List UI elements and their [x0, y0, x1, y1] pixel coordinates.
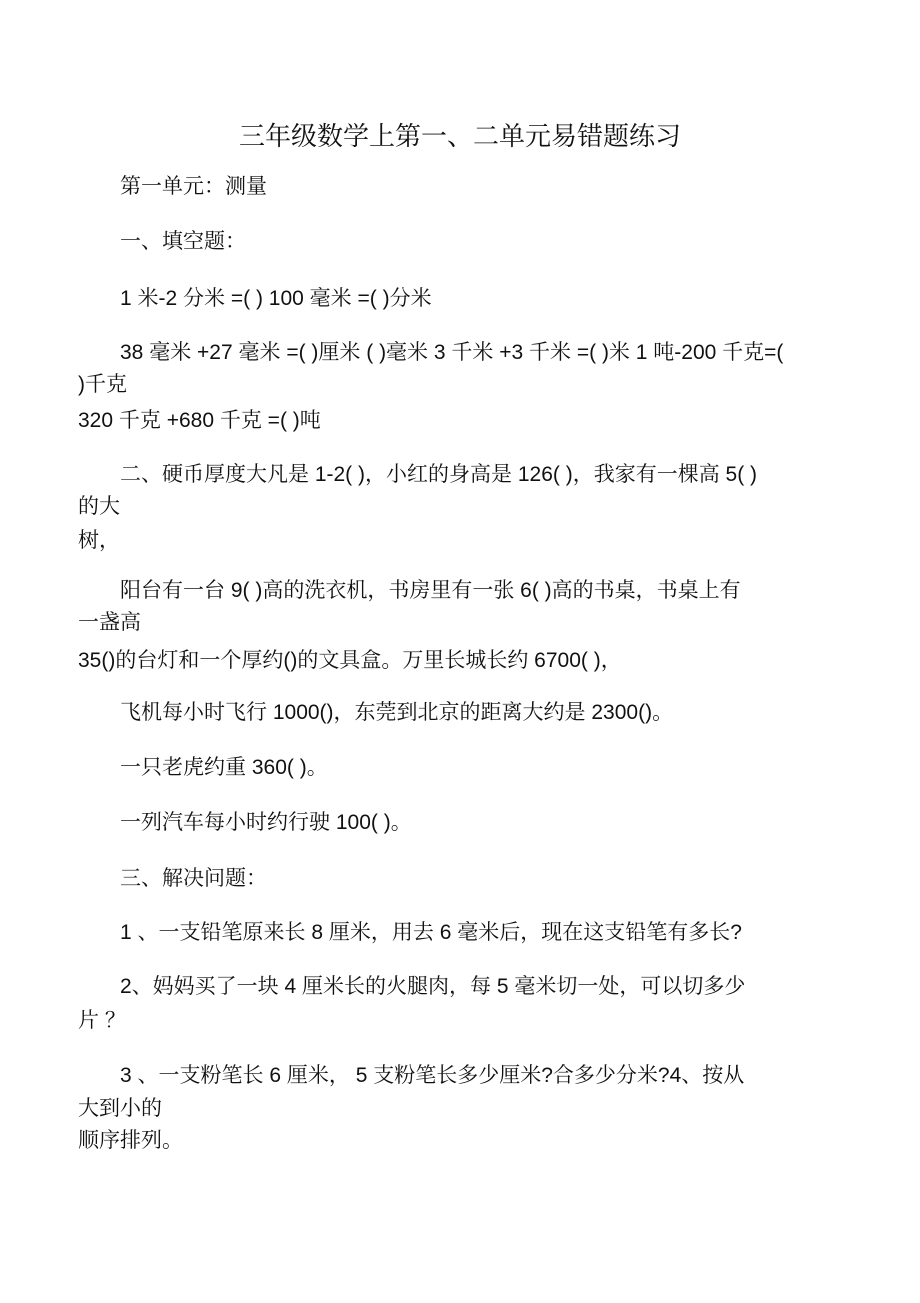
problem-line: 大到小的 — [78, 1097, 162, 1120]
question-line: 飞机每小时飞行 1000()，东莞到北京的距离大约是 2300()。 — [120, 701, 674, 724]
question-line: 树， — [78, 529, 120, 552]
question-line: 的大 — [78, 495, 120, 518]
problem-line: 3 、一支粉笔长 6 厘米， 5 支粉笔长多少厘米?合多少分米?4、按从 — [120, 1064, 745, 1087]
document-title: 三年级数学上第一、二单元易错题练习 — [238, 122, 681, 152]
question-line: 一只老虎约重 360( )。 — [120, 756, 328, 779]
question-line: 阳台有一台 9( )高的洗衣机，书房里有一张 6( )高的书桌，书桌上有 — [120, 579, 741, 602]
section-heading-fill-blank: 一、填空题： — [120, 230, 246, 253]
question-line: )千克 — [78, 373, 127, 396]
question-line: 二、硬币厚度大凡是 1-2( )，小红的身高是 126( )，我家有一棵高 5( ) — [120, 463, 758, 486]
question-line: 35()的台灯和一个厚约()的文具盒。万里长城长约 6700( )， — [78, 649, 622, 672]
question-line: 1 米-2 分米 =( ) 100 毫米 =( )分米 — [120, 287, 432, 310]
problem-line: 2、妈妈买了一块 4 厘米长的火腿肉，每 5 毫米切一处，可以切多少 — [120, 975, 746, 998]
question-line: 320 千克 +680 千克 =( )吨 — [78, 409, 321, 432]
question-line: 一盏高 — [78, 611, 141, 634]
problem-line: 1 、一支铅笔原来长 8 厘米，用去 6 毫米后，现在这支铅笔有多长? — [120, 921, 742, 944]
problem-line: 顺序排列。 — [78, 1129, 183, 1152]
question-line: 一列汽车每小时约行驶 100( )。 — [120, 811, 412, 834]
unit-heading: 第一单元：测量 — [120, 175, 267, 198]
question-line: 38 毫米 +27 毫米 =( )厘米 ( )毫米 3 千米 +3 千米 =( )米 1 吨-200 千克=( — [120, 341, 784, 364]
section-heading-problems: 三、解决问题： — [120, 867, 267, 890]
problem-line: 片 ？ — [78, 1009, 126, 1032]
